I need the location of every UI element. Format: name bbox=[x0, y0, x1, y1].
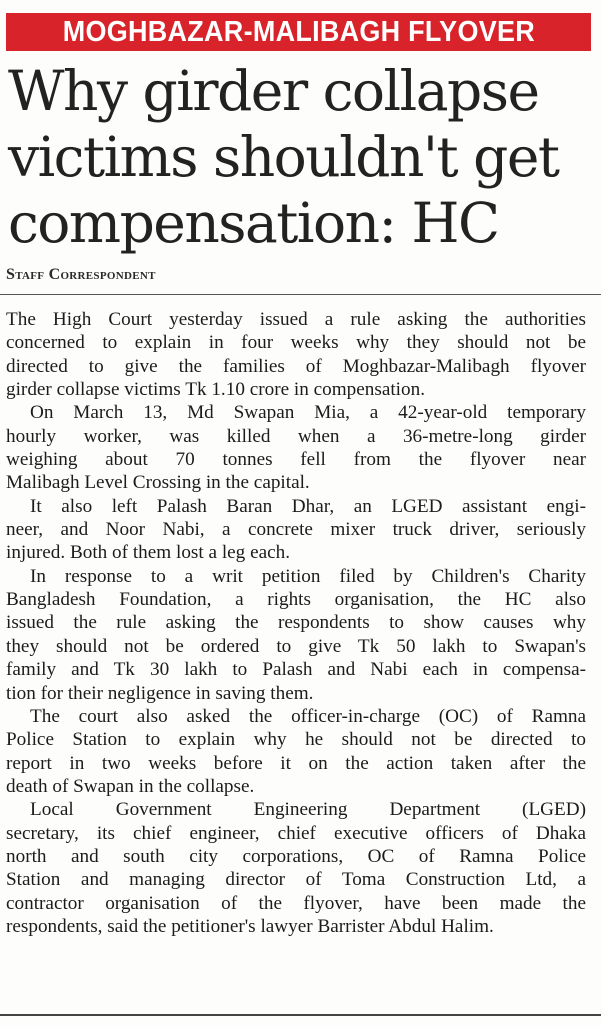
article-body bbox=[6, 308, 586, 938]
p6-line-2: secretary, its chief engineer, chief executive officers of Dhaka bbox=[6, 822, 586, 844]
p5-line-1: The court also asked the officer-in-charge (OC) of Ramna bbox=[30, 705, 586, 727]
paragraph-6 bbox=[6, 798, 586, 938]
p6-line-4: Station and managing director of Toma Construction Ltd, a bbox=[6, 869, 586, 891]
p6-line-6: respondents, said the petitioner's lawyer Barrister Abdul Halim. bbox=[6, 915, 494, 937]
p4-line-4: they should not be ordered to give Tk 50 lakh to Swapan's bbox=[6, 635, 586, 657]
p5-line-2: Police Station to explain why he should not be directed to bbox=[6, 729, 586, 751]
p5-line-3: report in two weeks before it on the action taken after the bbox=[6, 752, 586, 774]
p3-line-3: injured. Both of them lost a leg each. bbox=[6, 542, 291, 564]
p4-line-2: Bangladesh Foundation, a rights organisation, the HC also bbox=[6, 589, 586, 611]
p1-line-3: directed to give the families of Moghbazar-Malibagh flyover bbox=[6, 355, 586, 377]
headline-line-3: compensation: HC bbox=[8, 191, 499, 255]
paragraph-3 bbox=[6, 495, 586, 565]
headline bbox=[8, 58, 598, 256]
p4-line-6: tion for their negligence in saving them. bbox=[6, 682, 314, 704]
p2-line-4: Malibagh Level Crossing in the capital. bbox=[6, 472, 310, 494]
bottom-divider bbox=[0, 1014, 601, 1016]
p2-line-3: weighing about 70 tonnes fell from the flyover near bbox=[6, 449, 586, 471]
byline-divider bbox=[0, 294, 601, 295]
p2-line-1: On March 13, Md Swapan Mia, a 42-year-old temporary bbox=[30, 402, 586, 424]
paragraph-4 bbox=[6, 565, 586, 705]
p1-line-1: The High Court yesterday issued a rule asking the authorities bbox=[6, 309, 586, 330]
p6-line-5: contractor organisation of the flyover, have been made the bbox=[6, 892, 586, 914]
section-kicker-banner bbox=[6, 13, 591, 51]
paragraph-5 bbox=[6, 705, 586, 798]
headline-line-2: victims shouldn't get bbox=[8, 125, 559, 189]
p1-line-2: concerned to explain in four weeks why they should not be bbox=[6, 332, 586, 354]
paragraph-2 bbox=[6, 401, 586, 494]
p2-line-2: hourly worker, was killed when a 36-metre-long girder bbox=[6, 425, 586, 447]
p4-line-1: In response to a writ petition filed by Children's Charity bbox=[30, 565, 586, 587]
p3-line-1: It also left Palash Baran Dhar, an LGED assistant engi- bbox=[30, 495, 586, 517]
p6-line-3: north and south city corporations, OC of Ramna Police bbox=[6, 845, 586, 867]
p5-line-4: death of Swapan in the collapse. bbox=[6, 775, 255, 797]
headline-line-1: Why girder collapse bbox=[8, 59, 539, 123]
paragraph-1 bbox=[6, 308, 586, 401]
byline: Staff Correspondent bbox=[6, 266, 156, 283]
p4-line-3: issued the rule asking the respondents to show causes why bbox=[6, 612, 586, 634]
p3-line-2: neer, and Noor Nabi, a concrete mixer truck driver, seriously bbox=[6, 519, 586, 541]
p4-line-5: family and Tk 30 lakh to Palash and Nabi each in compensa- bbox=[6, 659, 586, 681]
p1-line-4: girder collapse victims Tk 1.10 crore in compensation. bbox=[6, 379, 425, 401]
p6-line-1: Local Government Engineering Department (LGED) bbox=[30, 799, 586, 821]
kicker-text: MOGHBAZAR-MALIBAGH FLYOVER bbox=[62, 15, 535, 48]
